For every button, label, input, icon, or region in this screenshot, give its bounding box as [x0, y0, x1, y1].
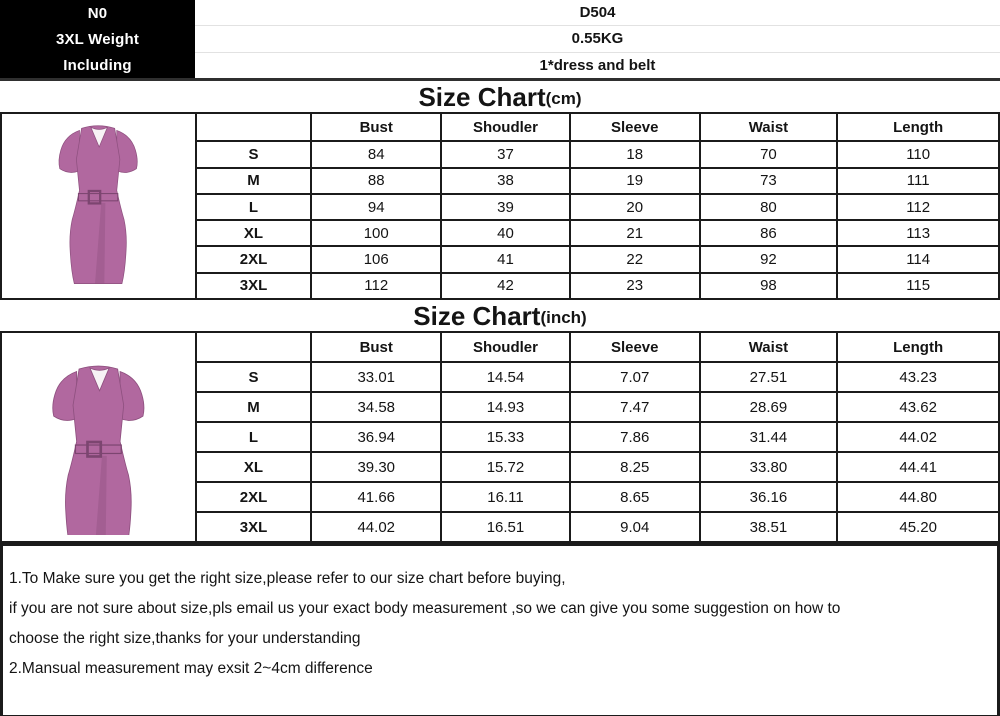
size-label: 3XL — [196, 273, 312, 299]
header-value-including: 1*dress and belt — [539, 56, 656, 74]
measurement-value: 14.54 — [441, 362, 570, 392]
header-label-weight: 3XL Weight — [55, 30, 140, 48]
product-header — [0, 0, 1000, 78]
measurement-value: 21 — [570, 220, 700, 246]
size-label: XL — [196, 220, 312, 246]
product-header-values — [195, 0, 1000, 78]
size-chart-cm-table — [0, 112, 1000, 300]
size-label: L — [196, 422, 312, 452]
measurement-value: 106 — [311, 246, 441, 272]
measurement-value: 19 — [570, 168, 700, 194]
measurement-value: 44.02 — [837, 422, 999, 452]
header-label-including: Including — [63, 56, 132, 74]
size-chart-cm-title-text: Size Chart — [418, 82, 546, 112]
measurement-value: 16.11 — [441, 482, 570, 512]
measurement-value: 40 — [441, 220, 570, 246]
measurement-value: 115 — [837, 273, 999, 299]
header-value-model: D504 — [195, 0, 1000, 26]
size-label: 2XL — [196, 246, 312, 272]
column-header-shoulder: Shoudler — [441, 332, 570, 362]
measurement-value: 43.62 — [837, 392, 999, 422]
measurement-value: 42 — [441, 273, 570, 299]
measurement-value: 20 — [570, 194, 700, 220]
size-label: S — [196, 362, 312, 392]
measurement-value: 14.93 — [441, 392, 570, 422]
column-header-size — [196, 113, 312, 141]
measurement-value: 33.80 — [700, 452, 838, 482]
size-label: L — [196, 194, 312, 220]
measurement-value: 33.01 — [311, 362, 441, 392]
measurement-value: 38 — [441, 168, 570, 194]
dress-right-sleeve — [117, 130, 137, 172]
measurement-value: 112 — [837, 194, 999, 220]
table-row — [1, 113, 999, 141]
measurement-value: 111 — [837, 168, 999, 194]
dress-photo-cell-inch — [1, 332, 196, 542]
column-header-shoulder: Shoudler — [441, 113, 570, 141]
measurement-value: 23 — [570, 273, 700, 299]
measurement-value: 44.41 — [837, 452, 999, 482]
measurement-value: 86 — [700, 220, 838, 246]
dress-illustration — [36, 118, 160, 294]
size-label: 2XL — [196, 482, 312, 512]
measurement-value: 113 — [837, 220, 999, 246]
measurement-value: 41 — [441, 246, 570, 272]
size-label: 3XL — [196, 512, 312, 542]
column-header-bust: Bust — [311, 332, 441, 362]
header-value-weight: 0.55KG — [195, 26, 1000, 52]
column-header-size — [196, 332, 312, 362]
measurement-value: 31.44 — [700, 422, 838, 452]
measurement-value: 7.07 — [570, 362, 700, 392]
measurement-value: 98 — [700, 273, 838, 299]
column-header-waist: Waist — [700, 113, 838, 141]
measurement-value: 39 — [441, 194, 570, 220]
column-header-sleeve: Sleeve — [570, 332, 700, 362]
product-header-labels — [0, 0, 195, 78]
measurement-value: 43.23 — [837, 362, 999, 392]
dress-illustration — [26, 357, 171, 535]
measurement-value: 92 — [700, 246, 838, 272]
column-header-bust: Bust — [311, 113, 441, 141]
measurement-value: 100 — [311, 220, 441, 246]
dress-photo-cell-cm — [1, 113, 196, 299]
measurement-value: 88 — [311, 168, 441, 194]
size-label: S — [196, 141, 312, 167]
measurement-value: 18 — [570, 141, 700, 167]
size-chart-cm-title — [0, 81, 1000, 112]
measurement-value: 36.16 — [700, 482, 838, 512]
measurement-value: 37 — [441, 141, 570, 167]
sizing-notes — [0, 543, 1000, 716]
measurement-value: 41.66 — [311, 482, 441, 512]
measurement-value: 94 — [311, 194, 441, 220]
measurement-value: 110 — [837, 141, 999, 167]
size-chart-cm-unit-label: (cm) — [545, 89, 582, 108]
size-label: M — [196, 168, 312, 194]
measurement-value: 114 — [837, 246, 999, 272]
measurement-value: 15.33 — [441, 422, 570, 452]
measurement-value: 44.02 — [311, 512, 441, 542]
dress-left-sleeve — [53, 371, 77, 420]
note-line: 2.Mansual measurement may exsit 2~4cm difference — [9, 660, 373, 677]
size-chart-inch-title-text: Size Chart — [413, 301, 541, 331]
size-chart-inch-unit-label: (inch) — [540, 308, 587, 327]
measurement-value: 8.25 — [570, 452, 700, 482]
measurement-value: 45.20 — [837, 512, 999, 542]
note-line: 1.To Make sure you get the right size,please refer to our size chart before buying, — [9, 570, 566, 587]
size-label: XL — [196, 452, 312, 482]
dress-right-sleeve — [120, 371, 144, 420]
measurement-value: 7.86 — [570, 422, 700, 452]
size-chart-inch-title — [0, 300, 1000, 331]
note-line: choose the right size,thanks for your understanding — [9, 630, 361, 647]
measurement-value: 73 — [700, 168, 838, 194]
dress-photo — [4, 116, 193, 296]
size-label: M — [196, 392, 312, 422]
measurement-value: 70 — [700, 141, 838, 167]
measurement-value: 38.51 — [700, 512, 838, 542]
dress-belt — [79, 194, 118, 201]
measurement-value: 34.58 — [311, 392, 441, 422]
measurement-value: 80 — [700, 194, 838, 220]
column-header-waist: Waist — [700, 332, 838, 362]
measurement-value: 28.69 — [700, 392, 838, 422]
column-header-length: Length — [837, 113, 999, 141]
measurement-value: 9.04 — [570, 512, 700, 542]
measurement-value: 16.51 — [441, 512, 570, 542]
measurement-value: 8.65 — [570, 482, 700, 512]
column-header-length: Length — [837, 332, 999, 362]
column-header-sleeve: Sleeve — [570, 113, 700, 141]
dress-photo — [4, 339, 193, 535]
header-label-no: N0 — [87, 4, 108, 22]
measurement-value: 22 — [570, 246, 700, 272]
measurement-value: 7.47 — [570, 392, 700, 422]
measurement-value: 39.30 — [311, 452, 441, 482]
measurement-value: 27.51 — [700, 362, 838, 392]
dress-belt — [75, 445, 121, 453]
measurement-value: 112 — [311, 273, 441, 299]
measurement-value: 84 — [311, 141, 441, 167]
measurement-value: 36.94 — [311, 422, 441, 452]
table-row — [1, 332, 999, 362]
dress-left-sleeve — [59, 130, 79, 172]
measurement-value: 15.72 — [441, 452, 570, 482]
size-chart-inch-table — [0, 331, 1000, 543]
measurement-value: 44.80 — [837, 482, 999, 512]
note-line: if you are not sure about size,pls email us your exact body measurement ,so we can give you some suggestion on how to — [9, 600, 841, 617]
